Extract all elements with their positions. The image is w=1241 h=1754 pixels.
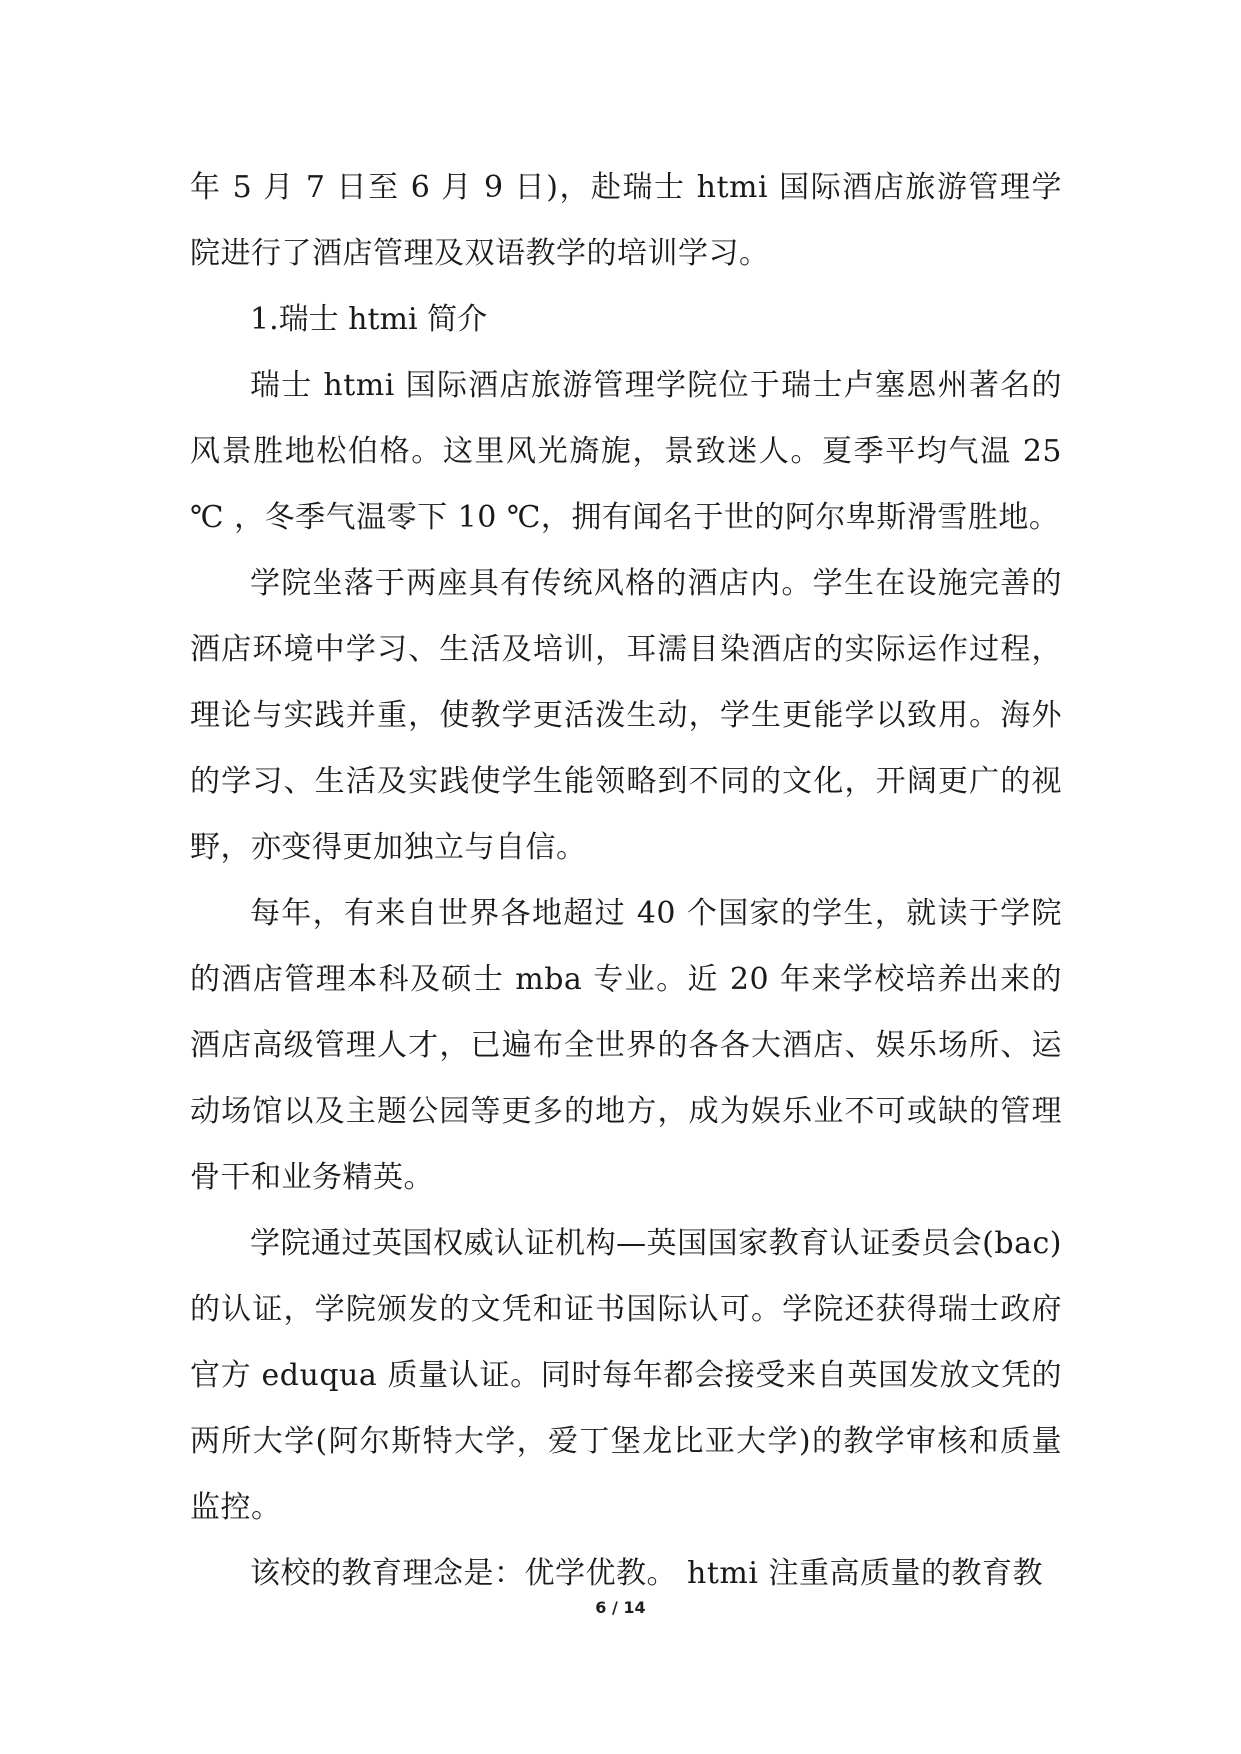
paragraph-philosophy: 该校的教育理念是：优学优教。 htmi 注重高质量的教育教 (250, 1556, 1043, 1591)
document-body (190, 155, 1062, 1607)
paragraph-campus: 学院坐落于两座具有传统风格的酒店内。学生在设施完善的酒店环境中学习、生活及培训，耳濡目染酒店的实际运作过程，理论与实践并重，使教学更活泼生动，学生更能学以致用。海外的学习、生活及实践使学生能领略到不同的文化，开阔更广的视野，亦变得更加独立与自信。 (190, 566, 1062, 865)
paragraph-continuation: 年 5 月 7 日至 6 月 9 日)，赴瑞士 htmi 国际酒店旅游管理学院进行了酒店管理及双语教学的培训学习。 (190, 170, 1062, 271)
paragraph-students: 每年，有来自世界各地超过 40 个国家的学生，就读于学院的酒店管理本科及硕士 mba 专业。近 20 年来学校培养出来的酒店高级管理人才，已遍布全世界的各各大酒店、娱乐场所、运动场馆以及主题公园等更多的地方，成为娱乐业不可或缺的管理骨干和业务精英。 (190, 896, 1062, 1195)
paragraph-accreditation: 学院通过英国权威认证机构—英国国家教育认证委员会(bac)的认证，学院颁发的文凭和证书国际认可。学院还获得瑞士政府官方 eduqua 质量认证。同时每年都会接受来自英国发放文凭的两所大学(阿尔斯特大学，爱丁堡龙比亚大学)的教学审核和质量监控。 (190, 1226, 1062, 1525)
paragraph-location: 瑞士 htmi 国际酒店旅游管理学院位于瑞士卢塞恩州著名的风景胜地松伯格。这里风光旖旎，景致迷人。夏季平均气温 25 ℃ ，冬季气温零下 10 ℃，拥有闻名于世的阿尔卑斯滑雪胜地。 (190, 368, 1062, 535)
page-number: 6 / 14 (595, 1598, 646, 1617)
section-heading: 1.瑞士 htmi 简介 (250, 302, 488, 337)
